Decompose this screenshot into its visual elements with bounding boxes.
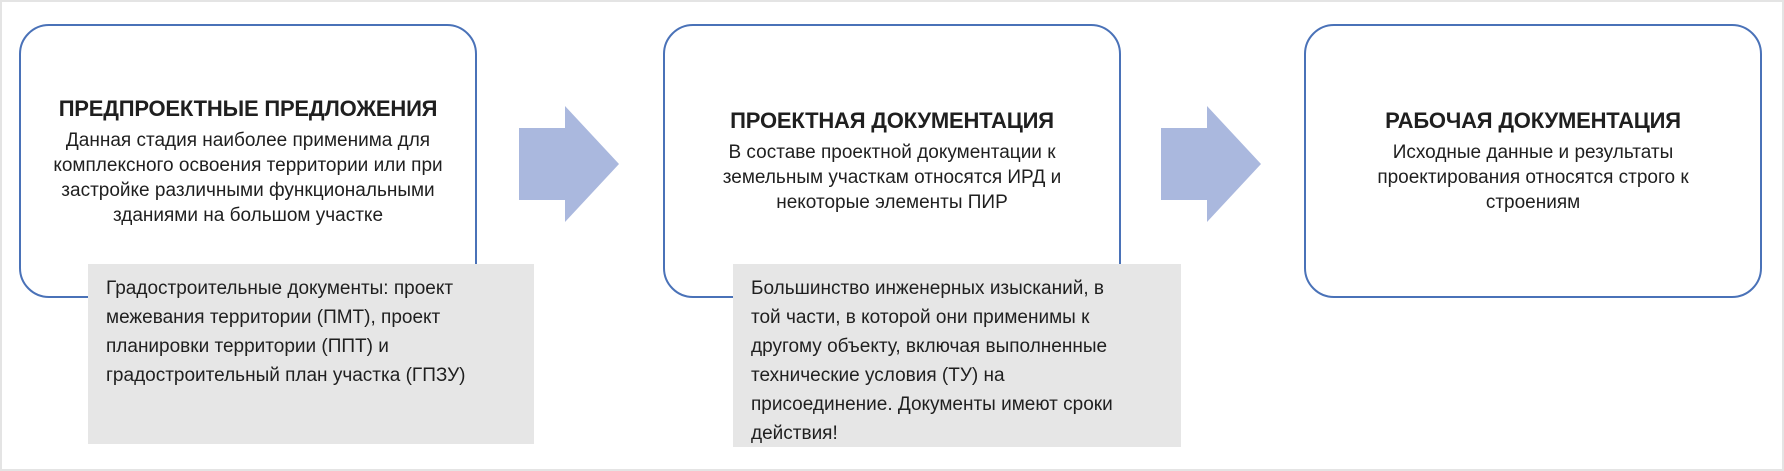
stage-description-line: Исходные данные и результаты [1392,142,1674,163]
stage-description-line: застройке различными функциональными [61,180,435,201]
right-arrow-icon [1161,106,1261,222]
note-line: Большинство инженерных изысканий, в [751,278,1104,299]
stage-description [1326,140,1740,215]
stage-description-line: комплексного освоения территории или при [53,155,443,176]
note-line: действия! [751,423,838,444]
note-line: технические условия (ТУ) на [751,365,1005,386]
right-arrow-icon [519,106,619,222]
stage-description-line: проектирования относятся строго к [1377,167,1689,188]
stage-title: ПРЕДПРОЕКТНЫЕ ПРЕДЛОЖЕНИЯ [58,96,438,121]
stage-description-line: строениям [1485,192,1581,213]
note-line: присоединение. Документы имеют сроки [751,394,1113,415]
stage-description-line: В составе проектной документации к [728,142,1056,163]
note-line: планировки территории (ППТ) и [106,336,389,357]
arrow-shape [519,106,619,222]
stage-content [685,106,1099,215]
note-box-engineering-surveys [733,264,1181,447]
stage-content [1326,106,1740,215]
stage-title: ПРОЕКТНАЯ ДОКУМЕНТАЦИЯ [730,108,1054,133]
stage-description-line: Данная стадия наиболее применима для [65,130,431,151]
note-line: той части, в которой они применимы к [751,307,1090,328]
note-line: другому объекту, включая выполненные [751,336,1108,357]
stage-description-line: земельным участкам относятся ИРД и [722,167,1062,188]
stage-description [685,140,1099,215]
note-box-urban-planning [88,264,534,444]
stage-box-working-docs [1304,24,1762,298]
stage-description [41,128,455,228]
stage-box-pre-project [19,24,477,298]
note-line: градостроительный план участка (ГПЗУ) [106,365,466,386]
arrow-shape [1161,106,1261,222]
stage-description-line: некоторые элементы ПИР [776,192,1008,213]
stage-title: РАБОЧАЯ ДОКУМЕНТАЦИЯ [1385,108,1681,133]
stage-content [41,94,455,228]
stage-description-line: зданиями на большом участке [112,205,384,226]
note-line: межевания территории (ПМТ), проект [106,307,441,328]
stage-box-project-docs [663,24,1121,298]
note-line: Градостроительные документы: проект [106,278,454,299]
